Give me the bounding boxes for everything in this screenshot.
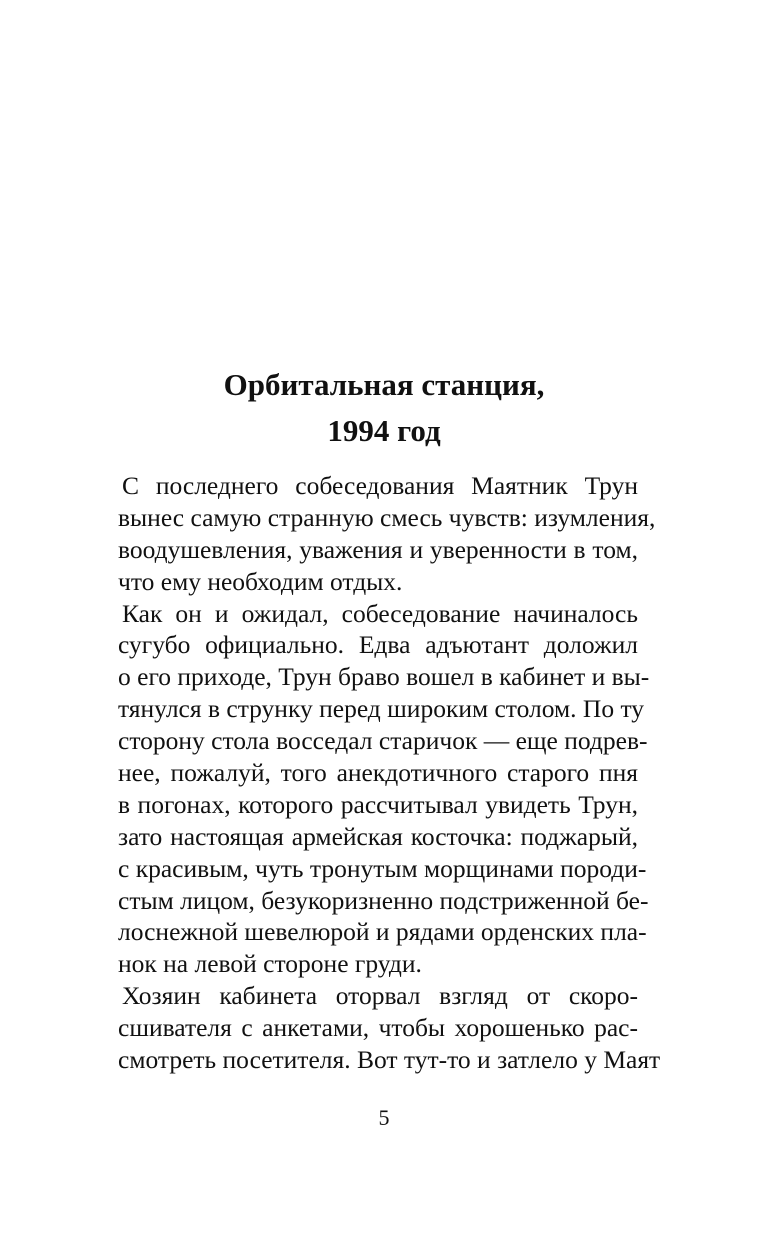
text-line: о его приходе, Трун браво вошел в кабинет и вы-	[118, 662, 650, 692]
text-line: сторону стола восседал старичок — еще подрев-	[118, 726, 648, 756]
text-line: Хозяин кабинета оторвал взгляд от скоро-	[122, 981, 638, 1011]
text-line: стым лицом, безукоризненно подстриженной бе-	[118, 885, 649, 915]
paragraph-3	[118, 980, 661, 1076]
text-line: нок на левой стороне груди.	[118, 949, 422, 979]
paragraph-1	[118, 470, 656, 598]
text-line: сшивателя с анкетами, чтобы хорошенько рас-	[118, 1013, 638, 1043]
text-line: смотреть посетителя. Вот тут-то и затлело у Маят	[118, 1045, 661, 1075]
text-line: зато настоящая армейская косточка: поджарый,	[118, 821, 638, 851]
chapter-heading	[0, 362, 768, 454]
chapter-title-line-2: 1994 год	[327, 413, 441, 448]
text-line: в погонах, которого рассчитывал увидеть Трун,	[118, 789, 638, 819]
page-number: 5	[378, 1105, 390, 1130]
text-line: Как он и ожидал, собеседование начиналось	[122, 598, 638, 628]
text-line: воодушевления, уважения и уверенности в том,	[118, 534, 638, 564]
chapter-body	[118, 470, 661, 1076]
text-line: лоснежной шевелюрой и рядами орденских пла-	[118, 917, 647, 947]
text-line: тянулся в струнку перед широким столом. По ту	[118, 694, 644, 724]
text-line: С последнего собеседования Маятник Трун	[122, 471, 638, 500]
text-line: с красивым, чуть тронутым морщинами породи-	[118, 853, 647, 883]
text-line: вынес самую странную смесь чувств: изумления,	[118, 502, 656, 532]
text-line: нее, пожалуй, того анекдотичного старого пня	[118, 758, 638, 788]
chapter-title-line-1: Орбитальная станция,	[223, 367, 545, 402]
text-line: сугубо официально. Едва адъютант доложил	[118, 630, 638, 660]
text-line: что ему необходим отдых.	[118, 566, 403, 596]
paragraph-2	[118, 598, 650, 981]
